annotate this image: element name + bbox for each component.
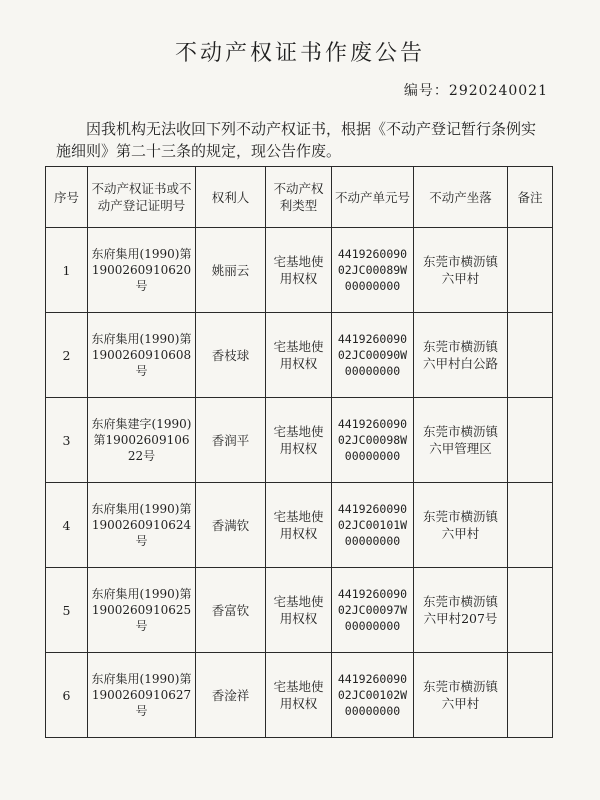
row-unit: 441926009002JC00102W00000000: [332, 653, 414, 738]
header-owner: 权利人: [196, 167, 266, 228]
header-cert: 不动产权证书或不动产登记证明号: [88, 167, 196, 228]
row-cert: 东府集用(1990)第1900260910625号: [88, 568, 196, 653]
row-right-type: 宅基地使用权权: [266, 653, 332, 738]
table-row: [46, 228, 553, 313]
header-unit: 不动产单元号: [332, 167, 414, 228]
row-unit: 441926009002JC00097W00000000: [332, 568, 414, 653]
row-cert: 东府集用(1990)第1900260910608号: [88, 313, 196, 398]
row-cert: 东府集用(1990)第1900260910624号: [88, 483, 196, 568]
row-location: 东莞市横沥镇六甲村: [414, 483, 508, 568]
row-no: 4: [46, 483, 88, 568]
header-location: 不动产坐落: [414, 167, 508, 228]
row-owner: 香淦祥: [196, 653, 266, 738]
row-location: 东莞市横沥镇六甲村207号: [414, 568, 508, 653]
row-location: 东莞市横沥镇六甲村: [414, 653, 508, 738]
row-right-type: 宅基地使用权权: [266, 568, 332, 653]
row-unit: 441926009002JC00101W00000000: [332, 483, 414, 568]
page-title: 不动产权证书作废公告: [174, 41, 425, 66]
header-right-type: 不动产权利类型: [266, 167, 332, 228]
row-owner: 姚丽云: [196, 228, 266, 313]
row-no: 2: [46, 313, 88, 398]
row-right-type: 宅基地使用权权: [266, 483, 332, 568]
row-no: 3: [46, 398, 88, 483]
row-owner: 香富钦: [196, 568, 266, 653]
row-note: [508, 653, 553, 738]
row-note: [508, 228, 553, 313]
row-note: [508, 398, 553, 483]
row-location: 东莞市横沥镇六甲村白公路: [414, 313, 508, 398]
row-unit: 441926009002JC00089W00000000: [332, 228, 414, 313]
row-unit: 441926009002JC00090W00000000: [332, 313, 414, 398]
row-right-type: 宅基地使用权权: [266, 398, 332, 483]
row-right-type: 宅基地使用权权: [266, 313, 332, 398]
row-cert: 东府集用(1990)第1900260910627号: [88, 653, 196, 738]
row-location: 东莞市横沥镇六甲村: [414, 228, 508, 313]
row-location: 东莞市横沥镇六甲管理区: [414, 398, 508, 483]
table-row: [46, 398, 553, 483]
row-owner: 香满钦: [196, 483, 266, 568]
intro-paragraph: 因我机构无法收回下列不动产权证书，根据《不动产登记暂行条例实施细则》第二十三条的规定，现公告作废。: [56, 120, 537, 160]
certificate-table: [45, 166, 553, 738]
table-row: [46, 483, 553, 568]
row-no: 5: [46, 568, 88, 653]
row-owner: 香枝球: [196, 313, 266, 398]
row-no: 1: [46, 228, 88, 313]
row-cert: 东府集建字(1990)第1900260910622号: [88, 398, 196, 483]
row-note: [508, 568, 553, 653]
header-note: 备注: [508, 167, 553, 228]
row-cert: 东府集用(1990)第1900260910620号: [88, 228, 196, 313]
row-owner: 香润平: [196, 398, 266, 483]
row-unit: 441926009002JC00098W00000000: [332, 398, 414, 483]
table-row: [46, 568, 553, 653]
table-row: [46, 653, 553, 738]
table-row: [46, 313, 553, 398]
table-header-row: [46, 167, 553, 228]
header-no: 序号: [46, 167, 88, 228]
row-note: [508, 313, 553, 398]
row-right-type: 宅基地使用权权: [266, 228, 332, 313]
row-no: 6: [46, 653, 88, 738]
row-note: [508, 483, 553, 568]
document-number: 编号：2920240021: [403, 83, 548, 99]
